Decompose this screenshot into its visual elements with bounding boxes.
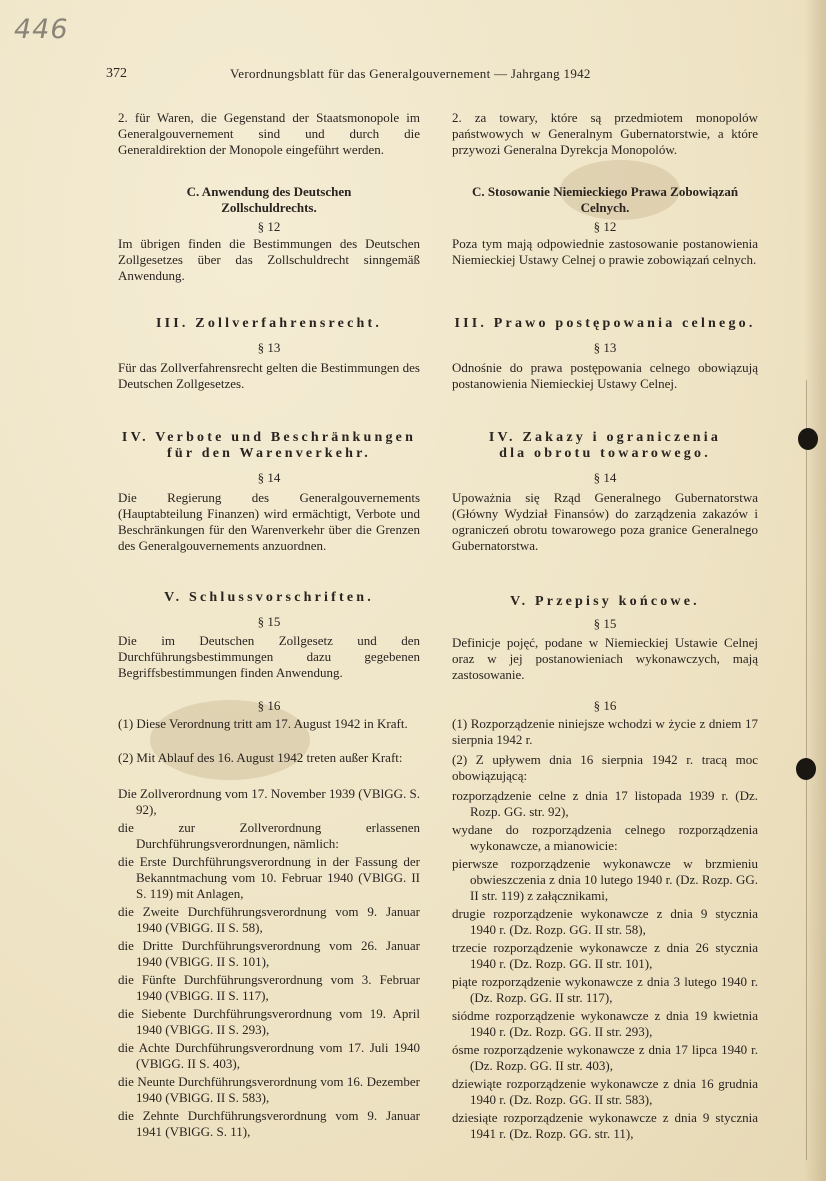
polish-para-16-number: § 16 xyxy=(593,698,617,713)
list-item: die Siebente Durchführungsverordnung vom 19. April 1940 (VBlGG. II S. 293), xyxy=(118,1006,420,1037)
german-para-13-text: Für das Zollverfahrensrecht gelten die Bestimmungen des Deutschen Zollgesetzes. xyxy=(118,360,420,391)
polish-para-14-number: § 14 xyxy=(593,470,617,485)
german-para-15-text: Die im Deutschen Zollgesetz und den Durchführungsbestimmungen dazu gegebenen Begriffsbestimmungen finden Anwendung. xyxy=(118,633,420,680)
german-para-16-number: § 16 xyxy=(257,698,281,713)
list-item: die Erste Durchführungsverordnung in der Fassung der Bekanntmachung vom 10. Februar 1940 (VBlGG. II S. 119) mit Anlagen, xyxy=(118,854,420,901)
list-item: dziesiąte rozporządzenie wykonawcze z dnia 9 stycznia 1941 r. (Dz. Rozp. GG. str. 11), xyxy=(452,1110,758,1141)
german-para-12-number: § 12 xyxy=(257,219,281,234)
polish-para-13-number: § 13 xyxy=(593,340,617,355)
paper-edge-shadow xyxy=(804,0,826,1181)
journal-title: Verordnungsblatt für das Generalgouvernement — Jahrgang 1942 xyxy=(230,66,591,81)
polish-section-v-title: V. Przepisy końcowe. xyxy=(510,594,700,609)
polish-para-16-sub2: (2) Z upływem dnia 16 sierpnia 1942 r. tracą moc obowiązującą: xyxy=(452,752,758,783)
german-section-iv-title-line1: IV. Verbote und Beschränkungen xyxy=(121,430,417,445)
german-para-16-sub1: (1) Diese Verordnung tritt am 17. August 1942 in Kraft. xyxy=(118,716,408,731)
list-item: drugie rozporządzenie wykonawcze z dnia 9 stycznia 1940 r. (Dz. Rozp. GG. II str. 58), xyxy=(452,906,758,937)
binding-hole xyxy=(798,428,818,450)
polish-para-12-number: § 12 xyxy=(593,219,617,234)
german-section-c-title: C. Anwendung des Deutschen Zollschuldrechts. xyxy=(186,184,352,215)
list-item: dziewiąte rozporządzenie wykonawcze z dnia 16 grudnia 1940 r. (Dz. Rozp. GG. II str. 583), xyxy=(452,1076,758,1107)
list-item: die Fünfte Durchführungsverordnung vom 3. Februar 1940 (VBlGG. II S. 117), xyxy=(118,972,420,1003)
list-item: die Achte Durchführungsverordnung vom 17. Juli 1940 (VBlGG. II S. 403), xyxy=(118,1040,420,1071)
german-para-13-number: § 13 xyxy=(257,340,281,355)
list-item: pierwsze rozporządzenie wykonawcze w brzmieniu obwieszczenia z dnia 10 lutego 1940 r. (Dz. Rozp. GG. II str. 119) z załącznikami, xyxy=(452,856,758,903)
list-item: die Neunte Durchführungsverordnung vom 16. Dezember 1940 (VBlGG. II S. 583), xyxy=(118,1074,420,1105)
polish-section-iv-title-line2: dla obrotu towarowego. xyxy=(499,446,711,461)
polish-section-c-title: C. Stosowanie Niemieckiego Prawa Zobowiązań Celnych. xyxy=(471,184,739,215)
polish-para-14-text: Upoważnia się Rząd Generalnego Gubernatorstwa (Główny Wydział Finansów) do zarządzenia zakazów i ograniczeń obrotu towarowego poza granice Generalnego Gubernatorstwa. xyxy=(452,490,758,553)
list-item: rozporządzenie celne z dnia 17 listopada 1939 r. (Dz. Rozp. GG. str. 92), xyxy=(452,788,758,819)
list-item: trzecie rozporządzenie wykonawcze z dnia 26 stycznia 1940 r. (Dz. Rozp. GG. II str. 101), xyxy=(452,940,758,971)
list-item: die zur Zollverordnung erlassenen Durchführungsverordnungen, nämlich: xyxy=(118,820,420,851)
handwritten-page-note: 446 xyxy=(14,14,69,45)
german-para-14-text: Die Regierung des Generalgouvernements (Hauptabteilung Finanzen) wird ermächtigt, Verbote und Beschränkungen für den Warenverkehr über die Grenzen des Generalgouvernements anzuordnen. xyxy=(118,490,420,553)
list-item: Die Zollverordnung vom 17. November 1939 (VBlGG. S. 92), xyxy=(118,786,420,817)
polish-para-15-number: § 15 xyxy=(593,616,617,631)
german-section-v-title: V. Schlussvorschriften. xyxy=(164,590,374,605)
polish-section-iv-title-line1: IV. Zakazy i ograniczenia xyxy=(488,430,722,445)
polish-para-13-text: Odnośnie do prawa postępowania celnego obowiązują postanowienia Niemieckiej Ustawy Celnej. xyxy=(452,360,758,391)
polish-para-12-text: Poza tym mają odpowiednie zastosowanie postanowienia Niemieckiej Ustawy Celnej o prawie zobowiązań celnych. xyxy=(452,236,758,267)
german-para-15-number: § 15 xyxy=(257,614,281,629)
polish-section-iii-title: III. Prawo postępowania celnego. xyxy=(454,316,756,331)
list-item: piąte rozporządzenie wykonawcze z dnia 3 lutego 1940 r. (Dz. Rozp. GG. II str. 117), xyxy=(452,974,758,1005)
polish-para-15-text: Definicje pojęć, podane w Niemieckiej Ustawie Celnej oraz w jej postanowieniach wykonawczych, mają zastosowanie. xyxy=(452,635,758,682)
list-item: die Zehnte Durchführungsverordnung vom 9. Januar 1941 (VBlGG. S. 11), xyxy=(118,1108,420,1139)
polish-para-16-sub1: (1) Rozporządzenie niniejsze wchodzi w życie z dniem 17 sierpnia 1942 r. xyxy=(452,716,758,747)
polish-repealed-list xyxy=(452,788,758,1144)
list-item: die Dritte Durchführungsverordnung vom 26. Januar 1940 (VBlGG. II S. 101), xyxy=(118,938,420,969)
list-item: wydane do rozporządzenia celnego rozporządzenia wykonawcze, a mianowicie: xyxy=(452,822,758,853)
polish-item-2: 2. za towary, które są przedmiotem monopolów państwowych w Generalnym Gubernatorstwie, a które przywozi Generalna Dyrekcja Monopolów. xyxy=(452,110,758,157)
german-item-2: 2. für Waren, die Gegenstand der Staatsmonopole im Generalgouvernement sind und durch die Generaldirektion der Monopole eingeführt werden. xyxy=(118,110,420,157)
german-para-14-number: § 14 xyxy=(257,470,281,485)
list-item: siódme rozporządzenie wykonawcze z dnia 19 kwietnia 1940 r. (Dz. Rozp. GG. II str. 293), xyxy=(452,1008,758,1039)
page-number: 372 xyxy=(106,66,127,81)
list-item: die Zweite Durchführungsverordnung vom 9. Januar 1940 (VBlGG. II S. 58), xyxy=(118,904,420,935)
german-para-12-text: Im übrigen finden die Bestimmungen des Deutschen Zollgesetzes über das Zollschuldrecht sinngemäß Anwendung. xyxy=(118,236,420,283)
german-section-iii-title: III. Zollverfahrensrecht. xyxy=(155,316,383,331)
german-section-iv-title-line2: für den Warenverkehr. xyxy=(167,446,371,461)
german-repealed-list xyxy=(118,786,420,1142)
binding-hole xyxy=(796,758,816,780)
german-para-16-sub2: (2) Mit Ablauf des 16. August 1942 treten außer Kraft: xyxy=(118,750,403,765)
list-item: ósme rozporządzenie wykonawcze z dnia 17 lipca 1940 r. (Dz. Rozp. GG. II str. 403), xyxy=(452,1042,758,1073)
